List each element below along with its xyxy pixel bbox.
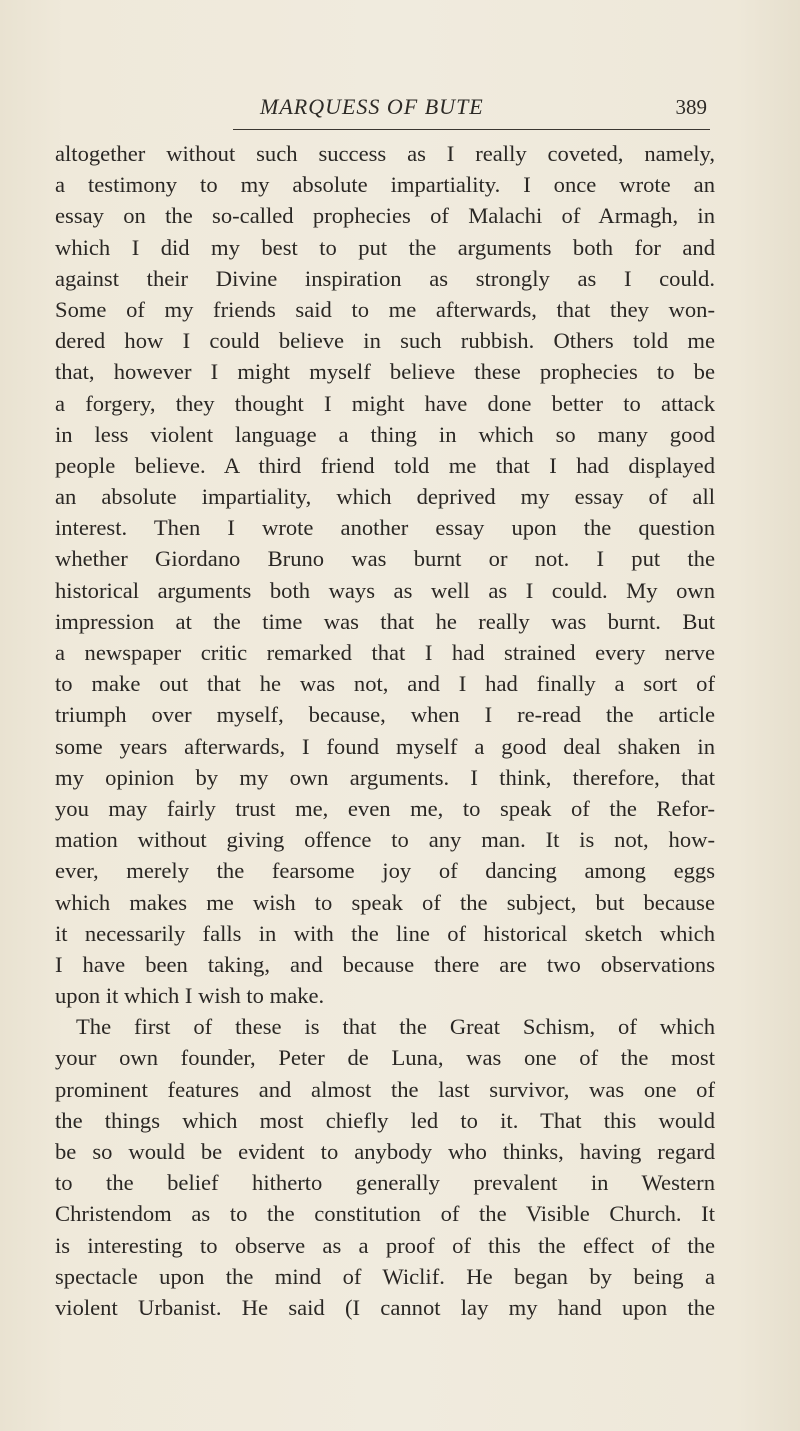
text-line: to make out that he was not, and I had finally a sort of [55, 671, 715, 697]
text-line: mation without giving offence to any man. It is not, how- [55, 827, 715, 853]
text-line: that, however I might myself believe these prophecies to be [55, 359, 715, 385]
running-head: MARQUESS OF BUTE [260, 94, 484, 119]
header-rule [233, 129, 710, 130]
text-line: in less violent language a thing in which so many good [55, 421, 715, 447]
text-line: The first of these is that the Great Schism, of which [76, 1014, 715, 1040]
text-line: a testimony to my absolute impartiality. I once wrote an [55, 172, 715, 198]
text-line: impression at the time was that he really was burnt. But [55, 608, 715, 634]
body-text [55, 138, 715, 1323]
text-line: prominent features and almost the last survivor, was one of [55, 1076, 715, 1102]
text-line: people believe. A third friend told me that I had displayed [55, 452, 715, 478]
page-header [232, 94, 707, 124]
text-line: the things which most chiefly led to it. That this would [55, 1107, 715, 1133]
text-line: whether Giordano Bruno was burnt or not. I put the [55, 546, 715, 572]
text-line: interest. Then I wrote another essay upon the question [55, 515, 715, 541]
text-line: a newspaper critic remarked that I had strained every nerve [55, 640, 715, 665]
text-line: an absolute impartiality, which deprived my essay of all [55, 484, 715, 510]
text-line: essay on the so-called prophecies of Malachi of Armagh, in [55, 203, 715, 229]
text-line: a forgery, they thought I might have done better to attack [55, 390, 715, 416]
text-line: be so would be evident to anybody who thinks, having regard [55, 1139, 715, 1164]
text-line: spectacle upon the mind of Wiclif. He began by being a [55, 1263, 715, 1289]
text-line: upon it which I wish to make. [55, 983, 325, 1009]
text-line: violent Urbanist. He said (I cannot lay my hand upon the [55, 1294, 715, 1320]
text-line: I have been taking, and because there are two observations [55, 951, 715, 977]
text-line: dered how I could believe in such rubbish. Others told me [55, 328, 715, 354]
text-line: which makes me wish to speak of the subject, but because [55, 889, 715, 915]
text-line: historical arguments both ways as well as I could. My own [55, 577, 715, 603]
text-line: you may fairly trust me, even me, to speak of the Refor- [55, 795, 715, 821]
text-line: Christendom as to the constitution of the Visible Church. It [55, 1201, 715, 1227]
text-line: to the belief hitherto generally prevalent in Western [55, 1170, 715, 1196]
text-line: some years afterwards, I found myself a good deal shaken in [55, 733, 715, 759]
text-line: my opinion by my own arguments. I think, therefore, that [55, 764, 715, 790]
text-line: which I did my best to put the arguments both for and [55, 234, 715, 260]
text-line: it necessarily falls in with the line of historical sketch which [55, 920, 715, 946]
text-line: triumph over myself, because, when I re-read the article [55, 702, 715, 728]
text-line: your own founder, Peter de Luna, was one of the most [55, 1045, 715, 1071]
text-line: altogether without such success as I really coveted, namely, [55, 141, 715, 166]
page-number: 389 [675, 95, 707, 119]
text-line: Some of my friends said to me afterwards, that they won- [55, 296, 715, 322]
text-line: against their Divine inspiration as strongly as I could. [55, 265, 715, 291]
text-line: is interesting to observe as a proof of this the effect of the [55, 1232, 715, 1258]
text-line: ever, merely the fearsome joy of dancing among eggs [55, 858, 715, 884]
